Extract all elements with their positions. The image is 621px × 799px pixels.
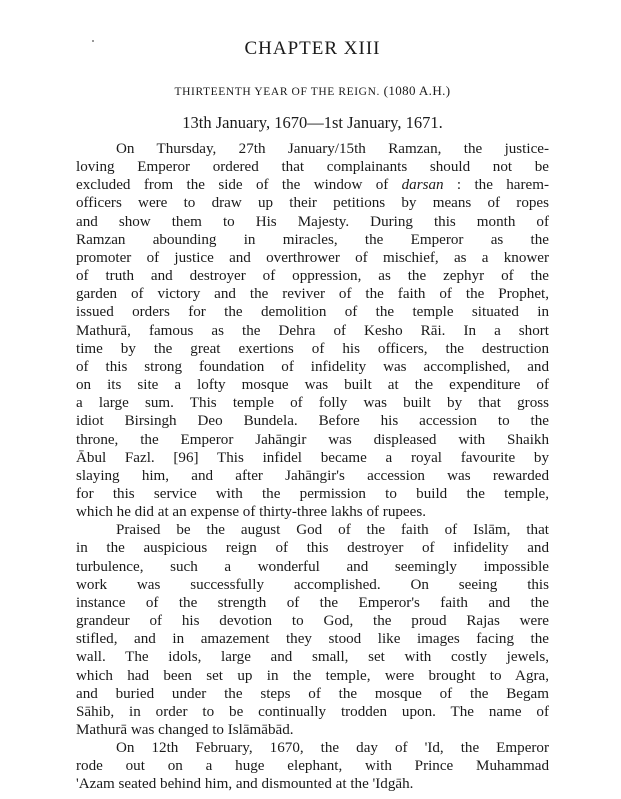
text-line: garden of victory and the reviver of the faith of the Prophet, — [76, 286, 549, 303]
text-line: a large sum. This temple of folly was built by that gross — [76, 395, 549, 412]
text-line: promoter of justice and overthrower of mischief, as a knower — [76, 249, 549, 266]
text-line: On 12th February, 1670, the day of 'Id, the Emperor — [116, 740, 549, 757]
text-line: issued orders for the demolition of the temple situated in — [76, 304, 549, 321]
date-range: 13th January, 1670—1st January, 1671. — [182, 113, 443, 132]
text-line: loving Emperor ordered that complainants should not be — [76, 159, 549, 176]
text-line: which he did at an expense of thirty-three lakhs of rupees. — [76, 504, 426, 521]
text-line: for this service with the permission to build the temple, — [76, 485, 549, 502]
text-line: throne, the Emperor Jahāngir was displeased with Shaikh — [76, 431, 549, 448]
text-line: Sāhib, in order to be continually trodden upon. The name of — [76, 703, 549, 720]
text-line: rode out on a huge elephant, with Prince Muhammad — [76, 758, 549, 775]
chapter-title: CHAPTER XIII — [244, 38, 381, 59]
text-line: officers were to draw up their petitions by means of ropes — [76, 195, 549, 212]
book-page — [76, 38, 549, 794]
text-line: idiot Birsingh Deo Bundela. Before his accession to the — [76, 413, 549, 430]
text-line: Mathurā, famous as the Dehra of Kesho Rāi. In a short — [76, 322, 549, 339]
text-line: turbulence, such a wonderful and seemingly impossible — [76, 558, 549, 575]
text-line: 'Azam seated behind him, and dismounted at the 'Idgāh. — [76, 776, 414, 793]
text-line: Ābul Fazl. [96] This infidel became a royal favourite by — [76, 449, 549, 466]
text-line: On Thursday, 27th January/15th Ramzan, the justice- — [116, 141, 549, 157]
section-year: (1080 A.H.) — [383, 83, 451, 98]
text-line: stifled, and in amazement they stood like images facing the — [76, 631, 549, 648]
text-line: wall. The idols, large and small, set with costly jewels, — [76, 649, 549, 666]
text-line: Praised be the august God of the faith of Islām, that — [116, 522, 549, 539]
paragraph — [76, 140, 549, 521]
text-line: Mathurā was changed to Islāmābād. — [76, 722, 294, 738]
text-line: grandeur of his devotion to God, the proud Rajas were — [76, 613, 549, 630]
text-line: and show them to His Majesty. During this month of — [76, 213, 549, 230]
text-line: in the auspicious reign of this destroyer of infidelity and — [76, 540, 549, 557]
section-title: THIRTEENTH YEAR OF THE REIGN. — [174, 86, 380, 98]
text-line: work was successfully accomplished. On seeing this — [76, 576, 549, 593]
section-heading — [76, 82, 549, 101]
text-line: which had been set up in the temple, were brought to Agra, — [76, 667, 549, 684]
paragraph — [76, 521, 549, 739]
text-line: excluded from the side of the window of darsan : the harem- — [76, 177, 549, 194]
text-line: on its site a lofty mosque was built at the expenditure of — [76, 377, 549, 394]
text-line: of this strong foundation of infidelity was accomplished, and — [76, 358, 549, 375]
text-line: and buried under the steps of the mosque of the Begam — [76, 685, 549, 702]
text-line: slaying him, and after Jahāngir's accession was rewarded — [76, 467, 549, 484]
paragraph — [76, 739, 549, 793]
text-line: time by the great exertions of his officers, the destruction — [76, 340, 549, 357]
body-text — [76, 140, 549, 794]
text-line: instance of the strength of the Emperor's faith and the — [76, 594, 549, 611]
text-line: Ramzan abounding in miracles, the Emperor as the — [76, 231, 549, 248]
text-line: of truth and destroyer of oppression, as the zephyr of the — [76, 268, 549, 285]
